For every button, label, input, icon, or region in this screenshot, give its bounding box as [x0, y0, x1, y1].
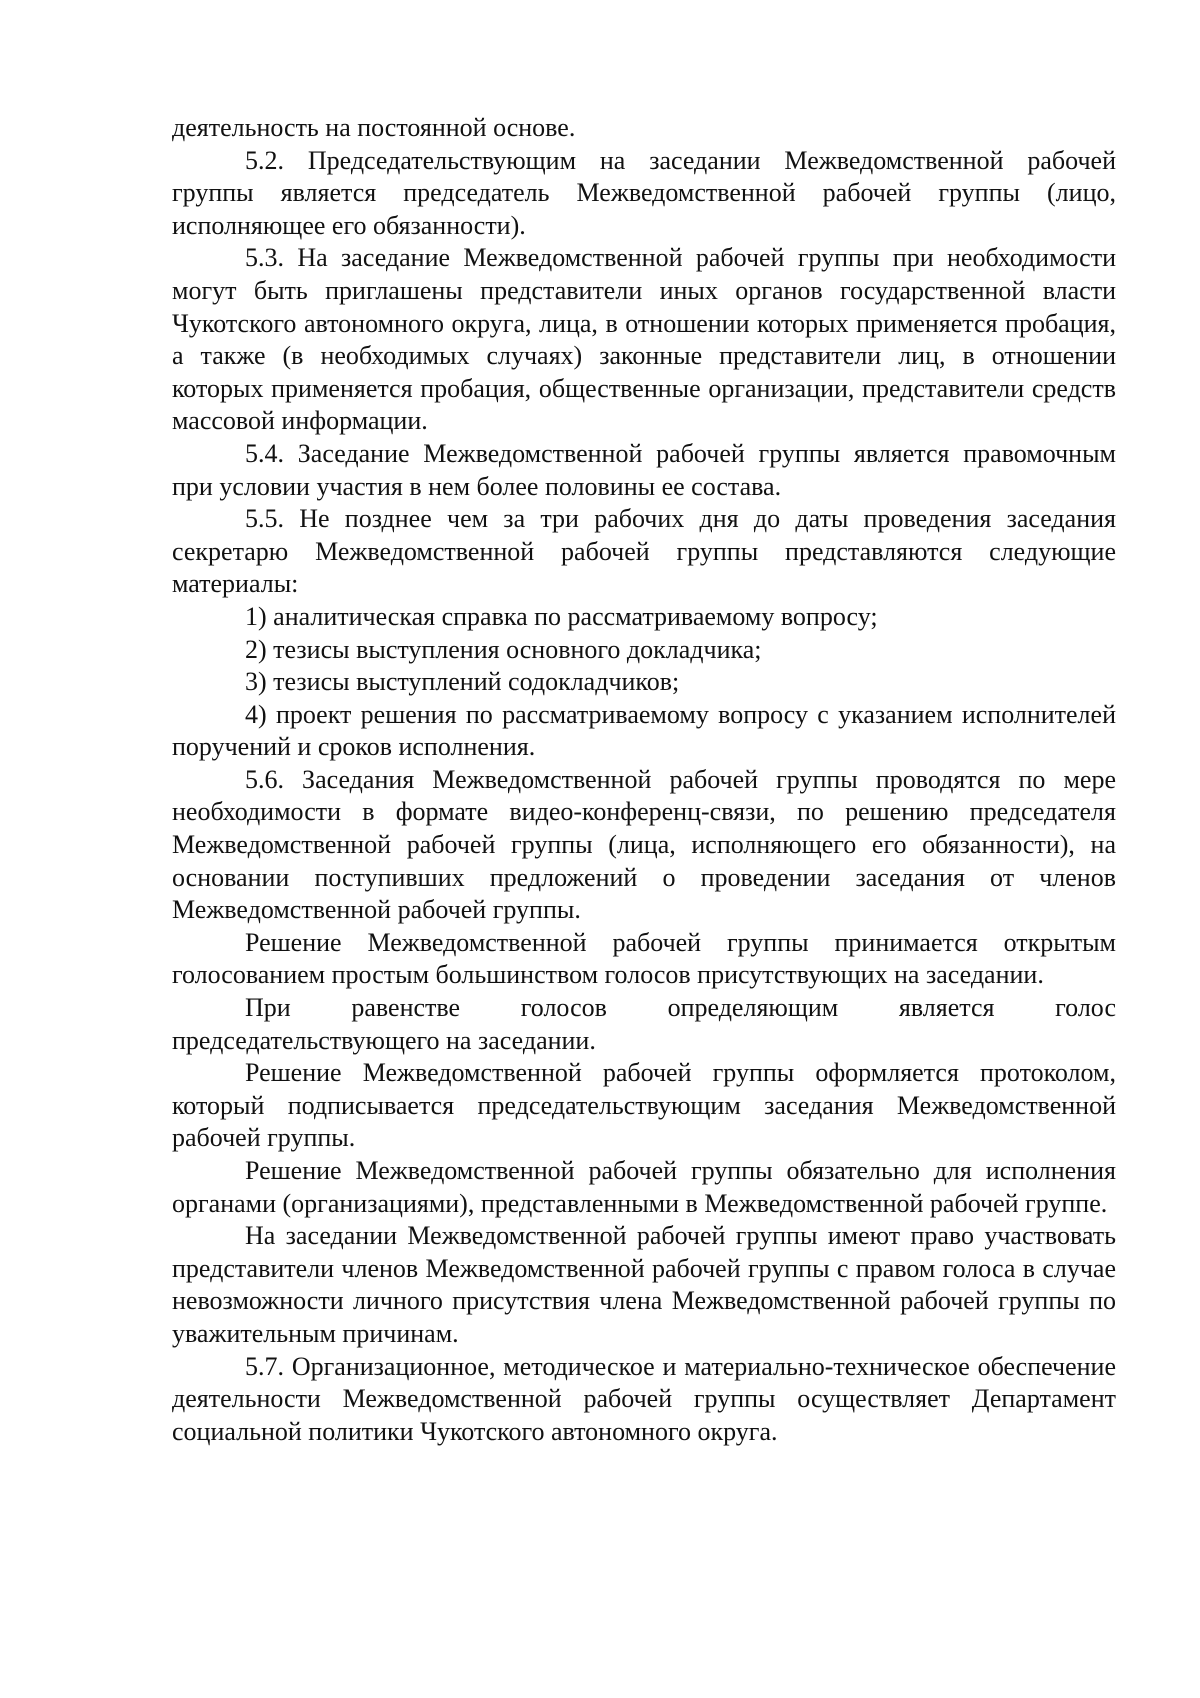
paragraph-decision-voting: Решение Межведомственной рабочей группы принимается открытым голосованием простым большинством голосов присутствующих на заседании.: [172, 927, 1116, 990]
paragraph-equal-votes: При равенстве голосов определяющим является голос председательствующего на заседании.: [172, 993, 1116, 1055]
paragraph-representatives: На заседании Межведомственной рабочей группы имеют право участвовать представители членов Межведомственной рабочей группы с правом голоса в случае невозможности личного присутствия члена Межведомственной рабочей группы по уважительным причинам.: [172, 1221, 1116, 1348]
paragraph-5-5: 5.5. Не позднее чем за три рабочих дня до даты проведения заседания секретарю Межведомственной рабочей группы представляются следующие материалы:: [172, 504, 1116, 599]
paragraph-continuation: деятельность на постоянной основе.: [172, 113, 576, 142]
paragraph-5-4: 5.4. Заседание Межведомственной рабочей группы является правомочным при условии участия в нем более половины ее состава.: [172, 438, 1116, 501]
list-item-4: 4) проект решения по рассматриваемому вопросу с указанием исполнителей поручений и сроков исполнения.: [172, 699, 1116, 762]
document-page: [172, 112, 1116, 1448]
list-item-1: 1) аналитическая справка по рассматриваемому вопросу;: [245, 601, 878, 631]
paragraph-5-6: 5.6. Заседания Межведомственной рабочей группы проводятся по мере необходимости в формате видео-конференц-связи, по решению председателя Межведомственной рабочей группы (лица, исполняющего его обязанности), на основании поступивших предложений о проведении заседания от членов Межведомственной рабочей группы.: [172, 764, 1116, 925]
paragraph-decision-protocol: Решение Межведомственной рабочей группы оформляется протоколом, который подписывается председательствующим заседания Межведомственной рабочей группы.: [172, 1058, 1116, 1153]
paragraph-decision-binding: Решение Межведомственной рабочей группы обязательно для исполнения органами (организациями), представленными в Межведомственной рабочей группе.: [172, 1156, 1116, 1218]
list-item-3: 3) тезисы выступлений содокладчиков;: [245, 667, 680, 697]
paragraph-5-3: 5.3. На заседание Межведомственной рабочей группы при необходимости могут быть приглашены представители иных органов государственной власти Чукотского автономного округа, лица, в отношении которых применяется пробация, а также (в необходимых случаях) законные представители лиц, в отношении которых применяется пробация, общественные организации, представители средств массовой информации.: [172, 243, 1116, 436]
list-item-2: 2) тезисы выступления основного докладчика;: [245, 634, 762, 664]
paragraph-5-7: 5.7. Организационное, методическое и материально-техническое обеспечение деятельности Межведомственной рабочей группы осуществляет Департамент социальной политики Чукотского автономного округа.: [172, 1351, 1116, 1446]
paragraph-5-2: 5.2. Председательствующим на заседании Межведомственной рабочей группы является председатель Межведомственной рабочей группы (лицо, исполняющее его обязанности).: [172, 145, 1116, 240]
